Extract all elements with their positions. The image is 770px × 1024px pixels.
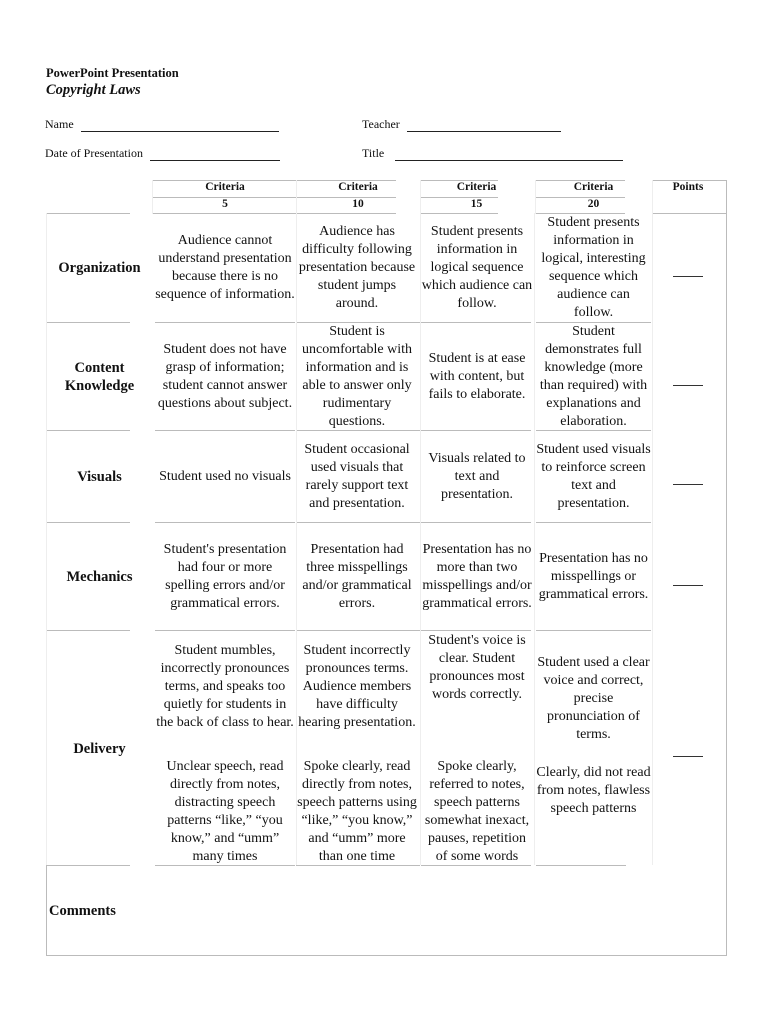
content-cell-10: Student is uncomfortable with information and is able to answer only rudimentary questions. (301, 324, 413, 429)
grid-line (296, 630, 420, 631)
teacher-line (407, 119, 561, 132)
row-label-mechanics: Mechanics (66, 569, 133, 585)
organization-cell-5: Audience cannot understand presentation because there is no sequence of information. (155, 233, 295, 302)
grid-line (155, 630, 295, 631)
grid-line (46, 213, 130, 214)
grid-line (296, 180, 297, 214)
table-right-border (726, 180, 727, 956)
visuals-cell-20: Student used visuals to reinforce screen text and presentation. (536, 442, 651, 511)
row-label-visuals: Visuals (77, 469, 122, 485)
title-line (395, 148, 623, 161)
grid-line (46, 522, 130, 523)
row-label-delivery: Delivery (73, 740, 126, 757)
delivery-points-blank[interactable] (673, 756, 703, 757)
grid-line (421, 430, 531, 431)
mechanics-cell-15: Presentation has no more than two misspellings and/or grammatical errors. (422, 542, 532, 611)
delivery-top-cell-15: Student's voice is clear. Student pronounces most words correctly. (428, 633, 526, 702)
grid-line (536, 630, 651, 631)
delivery-bottom-cell-20: Clearly, did not read from notes, flawless speech patterns (536, 765, 651, 816)
name-line (81, 119, 279, 132)
date-field[interactable] (45, 146, 280, 161)
grid-line (421, 322, 531, 323)
grid-line (534, 213, 535, 865)
criteria-header-2: Criteria (338, 181, 378, 193)
grid-line (652, 213, 653, 865)
organization-cell-20: Student presents information in logical, interesting sequence which audience can follow. (541, 215, 646, 320)
grid-line (46, 213, 47, 865)
criteria-header-4: Criteria (573, 181, 614, 193)
criteria-header-3: Criteria (456, 181, 497, 193)
title-field[interactable] (362, 146, 623, 161)
date-line (150, 148, 280, 161)
grid-line (296, 522, 420, 523)
document-title: PowerPoint Presentation (46, 66, 179, 80)
organization-points-blank[interactable] (673, 276, 703, 277)
row-label-organization: Organization (58, 260, 141, 276)
grid-line (46, 430, 130, 431)
teacher-field[interactable] (362, 117, 561, 132)
grid-line (155, 430, 295, 431)
comments-bottom-line (46, 955, 726, 956)
content-points-blank[interactable] (673, 385, 703, 386)
delivery-top-cell-5: Student mumbles, incorrectly pronounces terms, and speaks too quietly for students in the back of class to hear. (156, 643, 294, 730)
value-header-15: 15 (470, 198, 483, 210)
delivery-top-cell-10: Student incorrectly pronounces terms. Audience members have difficulty hearing presentation. (298, 643, 416, 730)
grid-line (155, 322, 295, 323)
title-label: Title (362, 146, 385, 160)
visuals-cell-15: Visuals related to text and presentation. (428, 451, 526, 502)
mechanics-cell-5: Student's presentation had four or more spelling errors and/or grammatical errors. (163, 542, 287, 611)
name-field[interactable] (45, 117, 279, 132)
grid-line (420, 213, 498, 214)
delivery-bottom-cell-15: Spoke clearly, referred to notes, speech patterns somewhat inexact, pauses, repetition of some words (424, 759, 530, 864)
grid-line (155, 522, 295, 523)
grid-line (46, 630, 130, 631)
content-cell-15: Student is at ease with content, but fails to elaborate. (428, 351, 526, 402)
content-cell-5: Student does not have grasp of information; student cannot answer questions about subject. (157, 342, 293, 411)
document-subtitle: Copyright Laws (46, 82, 141, 98)
grid-line (652, 213, 726, 214)
criteria-header-1: Criteria (205, 181, 245, 193)
value-header-20: 20 (587, 198, 600, 210)
delivery-bottom-cell-10: Spoke clearly, read directly from notes, speech patterns using “like,” “you know,” and “umm” more than one time (297, 759, 417, 864)
grid-line (46, 322, 130, 323)
delivery-bottom-cell-5: Unclear speech, read directly from notes, distracting speech patterns “like,” “you know,” and “umm” many times (166, 759, 284, 864)
visuals-cell-10: Student occasional used visuals that rarely support text and presentation. (304, 442, 410, 511)
value-header-5: 5 (222, 198, 228, 210)
grid-line (152, 180, 153, 214)
mechanics-cell-20: Presentation has no misspellings or grammatical errors. (538, 551, 649, 602)
mechanics-cell-10: Presentation had three misspellings and/or grammatical errors. (302, 542, 412, 611)
mechanics-points-blank[interactable] (673, 585, 703, 586)
organization-cell-10: Audience has difficulty following presentation because student jumps around. (298, 224, 416, 311)
grid-line (296, 213, 396, 214)
delivery-top-cell-20: Student used a clear voice and correct, precise pronunciation of terms. (537, 655, 650, 742)
comments-area[interactable] (46, 865, 726, 955)
points-header: Points (672, 181, 704, 193)
teacher-label: Teacher (362, 117, 400, 131)
comments-label: Comments (49, 903, 116, 919)
organization-cell-15: Student presents information in logical sequence which audience can follow. (421, 224, 533, 311)
content-cell-20: Student demonstrates full knowledge (more than required) with explanations and elaboration. (539, 324, 648, 429)
date-label: Date of Presentation (45, 146, 143, 160)
visuals-points-blank[interactable] (673, 484, 703, 485)
visuals-cell-5: Student used no visuals (159, 469, 291, 484)
row-label-content-knowledge: Content Knowledge (64, 360, 135, 394)
name-label: Name (45, 117, 74, 131)
value-header-10: 10 (352, 198, 364, 210)
